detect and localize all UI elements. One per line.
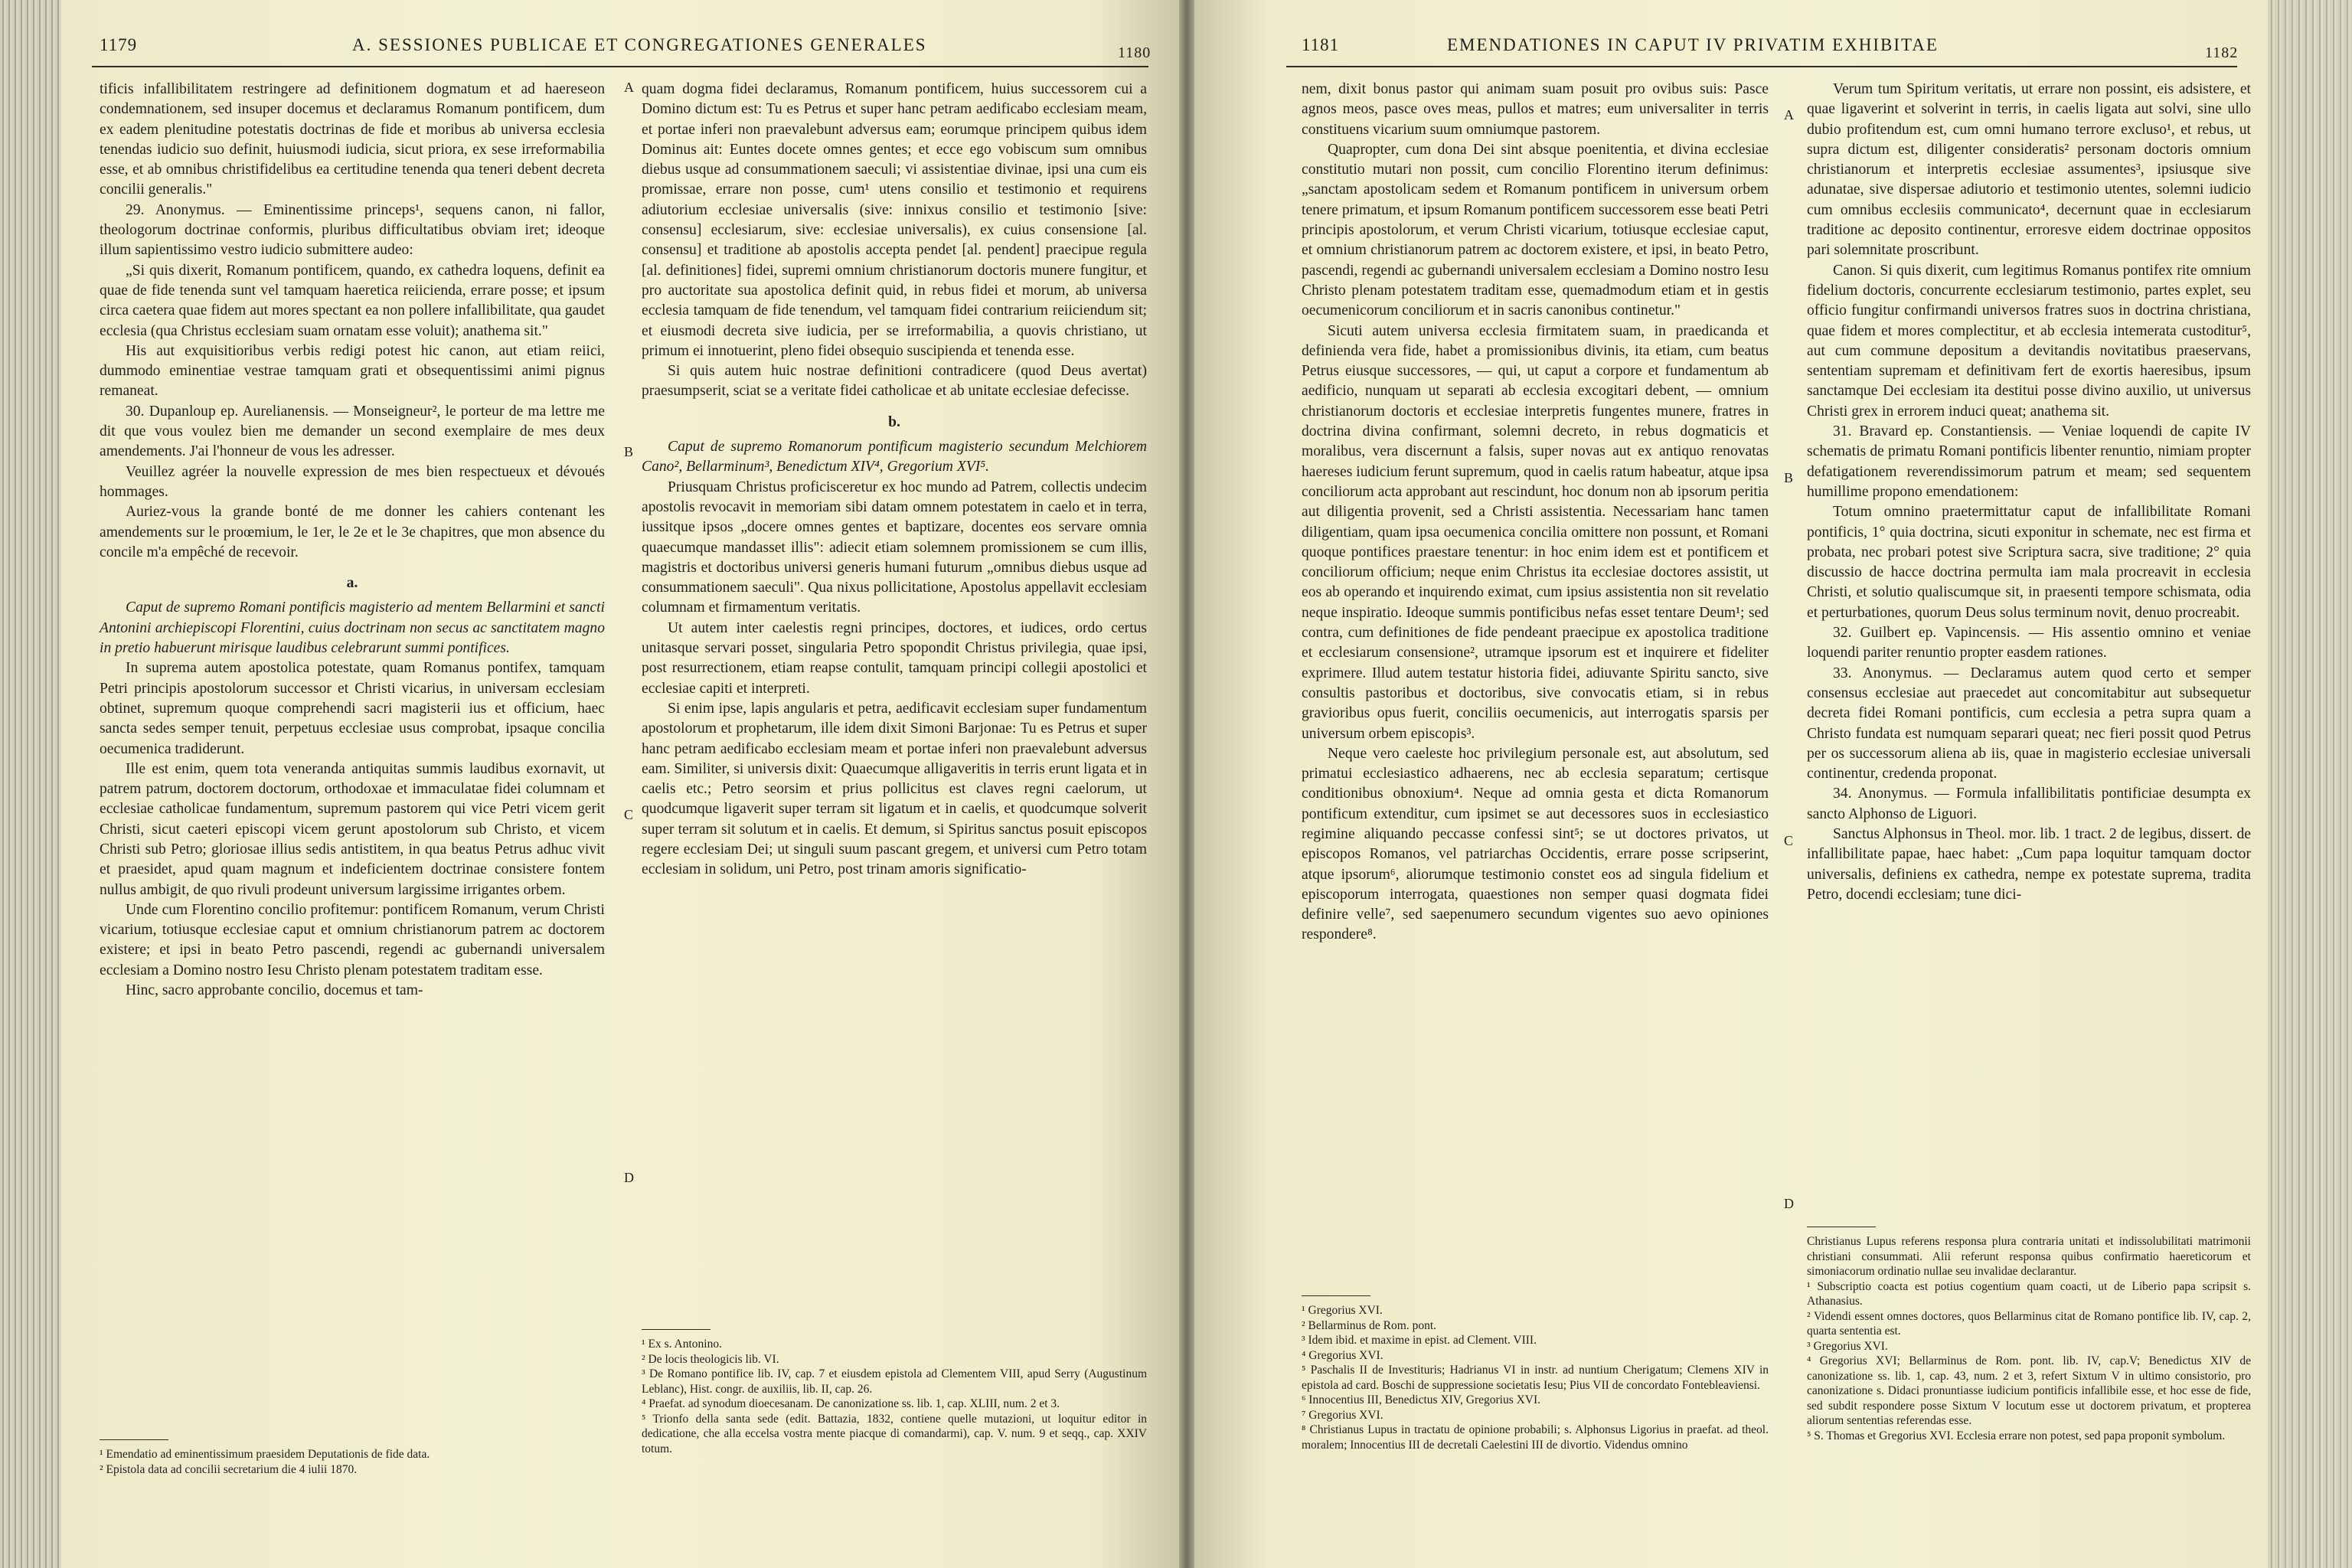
paragraph: Unde cum Florentino concilio profitemur: pontificem Romanum, verum Christi vicarium, totiusque ecclesiae caput et omnium christianorum patrem ac doctorem existere; et ipsi in beato Petro pascendi, regendi ac gubernandi universalem ecclesiam a Domino nostro Iesu Christo plenam potestatem traditam esse. (100, 901, 605, 978)
footnotes-right-col2 (1807, 1234, 2251, 1443)
footnotes-right-col1 (1302, 1303, 1769, 1452)
page-number-1179: 1179 (100, 35, 138, 54)
section-marker-b: b. (888, 413, 900, 430)
footnote: ⁶ Innocentius III, Benedictus XIV, Gregorius XVI. (1302, 1393, 1541, 1406)
footnote: ¹ Emendatio ad eminentissimum praesidem Deputationis de fide data. (100, 1448, 430, 1461)
right-page-column-1 (1302, 80, 1769, 946)
book-page-edges-right (2268, 0, 2352, 1568)
margin-letter: B (624, 444, 634, 459)
footnote: ³ Idem ibid. et maxime in epist. ad Clement. VIII. (1302, 1334, 1537, 1347)
footnote: ² Videndi essent omnes doctores, quos Bellarminus citat de Romano pontifice lib. IV, cap. 2, quarta sententia est. (1807, 1309, 2251, 1338)
right-page (1194, 0, 2268, 1568)
right-page-column-2 (1807, 80, 2251, 905)
footnote: ⁴ Gregorius XVI. (1302, 1348, 1383, 1362)
paragraph: Totum omnino praetermittatur caput de infallibilitate Romani pontificis, 1° quia doctrina, sicuti exponitur in schemate, nec est firma et probata, nec probari potest sive Scriptura sacra, sive traditione; 2° quia discussio de hacce doctrina permulta iam mala procreavit in ecclesia Christi, et solutio qualiscumque sit, in praesenti tempore schismata, odia et perturbationes, quorum Deus solus terminum novit, denuo procreabit. (1807, 504, 2251, 621)
paragraph: Veuillez agréer la nouvelle expression de mes bien respectueux et dévoués hommages. (100, 463, 605, 500)
footnote: ⁸ Christianus Lupus in tractatu de opinione probabili; s. Alphonsus Ligorius in praefat. ad theol. moralem; Innocentius III de decretali Caelestini III de divortio. Videndus omnino (1302, 1423, 1769, 1452)
footnote: ² Epistola data ad concilii secretarium die 4 iulii 1870. (100, 1462, 358, 1476)
paragraph: In suprema autem apostolica potestate, quam Romanus pontifex, tamquam Petri principis apostolorum successor et Christi vicarius, in universam ecclesiam obtinet, supremum quoque comprehendi sacri magisterii ius et officium, haec sancta sedes semper tenuit, perpetuus ecclesiae usus comprobat, ipsaque concilia oecumenica tradiderunt. (100, 660, 605, 757)
paragraph: Si enim ipse, lapis angularis et petra, aedificavit ecclesiam super fundamentum apostolorum et prophetarum, ille idem dixit Simoni Barjonae: Tu es Petrus et super hanc petram aedificabo ecclesiam meam et portae inferi non praevalebunt adversus eam. Similiter, si universis dixit: Quaecumque alligaveritis in terris erunt ligata et in caelis etc.; Petro seorsim et prius pollicitus est claves regni caelorum, ut quodcumque ligaverit super terram sit ligatum et in caelis, et quodcumque solverit super terram sit solutum et in caelis. Et demum, si Spiritus sanctus posuit episcopos regere ecclesiam Dei; ut singuli suum pascant gregem, et universi cum Petro totam ecclesiam in solidum, uni Petro, post trinam amoris significatio- (642, 700, 1147, 878)
footnote: ⁴ Praefat. ad synodum dioecesanam. De canonizatione ss. lib. 1, cap. XLIII, num. 2 et 3. (642, 1397, 1060, 1410)
paragraph: 32. Guilbert ep. Vapincensis. — His assentio omnino et veniae loquendi pariter renuntio propter easdem rationes. (1807, 625, 2251, 662)
paragraph: His aut exquisitioribus verbis redigi potest hic canon, aut etiam reiici, dummodo eminentiae vestrae tamquam grati et obsequentissimi animi pignus remaneat. (100, 342, 605, 400)
running-title-right: EMENDATIONES IN CAPUT IV PRIVATIM EXHIBITAE (1447, 35, 1939, 54)
paragraph: 31. Bravard ep. Constantiensis. — Veniae loquendi de capite IV schematis de primatu Romani pontificis libenter renuntio, nimiam propter defatigationem reverendissimorum patrum et meam; sed sequentem humillime propono emendationem: (1807, 423, 2251, 500)
paragraph: 29. Anonymus. — Eminentissime princeps¹, sequens canon, ni fallor, theologorum doctrinae conformis, pluribus difficultatibus obviam iret; ideoque illum sapientissimo vestro iudicio submittere audeo: (100, 201, 605, 259)
paragraph: quam dogma fidei declaramus, Romanum pontificem, huius successorem cui a Domino dictum est: Tu es Petrus et super hanc petram aedificabo ecclesiam meam, et portae inferi non praevalebunt adversus eam; eorumque principem quibus idem Dominus ait: Euntes docete omnes gentes; et ecce ego vobiscum sum omnibus diebus usque ad consummationem saeculi; vi assistentiae divinae, ipsi una cum eis promissae, errare non posse, cum¹ utens consilio et testimonio et requirens adiutorium ecclesiae universalis (sive: innixus consilio et testimonio [sive: consensu] ecclesiarum, sive: ecclesiae universalis), ex cuius consensione [al. consensu] et traditione ab apostolis accepta pendet [al. pendent] praecipue regula [al. definitiones] fidei, supremi omnium christianorum doctoris munere fungitur, et pro auctoritate sua apostolica definit quid, in rebus fidei et morum, ab universa ecclesia tamquam de fide tenendum, vel tamquam fidei contrarium reiiciendum sit; et eiusmodi decreta sive iudicia, per se irreformabilia, a quovis christiano, ut primum ei innotuerint, pleno fidei obsequio suscipienda et tenenda esse. (642, 81, 1147, 359)
margin-letter: B (1784, 470, 1794, 485)
paragraph: Neque vero caeleste hoc privilegium personale est, aut absolutum, sed primatui ecclesiastico adhaerens, nec ab ecclesia separatum; certisque conditionibus obnoxium⁴. Neque ad omnia gesta et dicta Romanorum pontificum extenditur, cum ipsimet se aut decessores suos in ecclesiastico regimine aliquando peccasse confessi sint⁵; se ut doctores privatos, ut episcopos Romanos, vel patriarchas Occidentis, errare posse scripserint, atque ipsorum⁶, aliorumque testimonio constet eos ad singula fidelium et episcoporum interrogata, quaestiones non semper quasi dogmata fidei definire velle⁷, sed saepenumero secundum vigentes suo aevo opiniones respondere⁸. (1302, 745, 1769, 943)
margin-letter: A (1784, 107, 1794, 122)
left-page-column-2 (642, 80, 1147, 880)
footnote-rule (1302, 1295, 1370, 1296)
footnotes-left-col1 (100, 1447, 605, 1477)
paragraph: Sicuti autem universa ecclesia firmitatem suam, in praedicanda et definienda vera fide, habet a promissionibus divinis, ita etiam, cum beatus Petrus eiusque successores, — qui, ut caput a corpore et fundamentum ab aedificio, nunquam ut separati ab ecclesia excogitari debent, — omnium christianorum doctoris et ecclesiae interpretis fungentes munere, fratres in doctrina divina confirmant, solemni decreto, in rebus dogmaticis et moralibus, vera discernunt a falsis, super novas aut ex antiquo renovatas haereses iudicium ferunt supremum, quod in caelis ratum habeatur, atque ipsa conciliorum acta approbant aut rescindunt, hoc donum non ab ipsorum peritia aut diligentia provenit, sed a Christi assistentia. Necessariam hanc tamen diligentiam, quam ipsa oecumenica concilia omittere non possunt, et Romani quoque pontifices praestare tenentur: in hoc enim idem est et pontificem et conciliorum officium; neque enim Christus ita ecclesiae doctores assistit, ut eos ab operando et inquirendo eximat, cum ipsius assistentia non sit revelatio neque inspiratio. Ideoque summis pontificibus nefas esset tentare Deum¹; sed contra, cum definitiones de fide pendeant praecipue ex apostolica traditione et ecclesiarum consensione², utramque ipsorum est et inquirere et fideliter exprimere. Illud autem testatur historia fidei, adiuvante Spiritu sancto, sive consultis pastoribus et doctoribus, sive convocatis etiam, si in rebus gravioribus opus fuerit, conciliis oecumenicis, aut interrogatis sparsis per universum orbem episcopis³. (1302, 322, 1769, 742)
page-number-1180: 1180 (1118, 44, 1152, 61)
paragraph: Quapropter, cum dona Dei sint absque poenitentia, et divina ecclesiae constitutio mutari non possit, cum concilio Florentino iterum definimus: „sanctam apostolicam sedem et Romanum pontificem in universum orbem tenere primatum, et ipsum Romanum pontificem successorem esse beati Petri principis apostolorum, et verum Christi vicarium, totiusque ecclesiae caput, et omnium christianorum patrem ac doctorem existere, et ipsi, in beato Petro, pascendi, regendi ac gubernandi universalem ecclesiam a Domino nostro Iesu Christo plenam potestatem traditam esse, quemadmodum etiam et in gestis oecumenicorum conciliorum et in sacris canonibus continetur." (1302, 141, 1769, 319)
section-marker-a: a. (346, 575, 358, 592)
footnote: ² De locis theologicis lib. VI. (642, 1352, 779, 1366)
header-rule-left (92, 66, 1148, 67)
paragraph: Canon. Si quis dixerit, cum legitimus Romanus pontifex rite omnium fidelium doctoris, concurrente ecclesiarum testimonio, partes explet, seu officio fungitur confirmandi universos fratres suos in doctrina christiana, quae fidem et mores complectitur, et ab ecclesia intemerata custoditur⁵, aut cum commune depositum a devitandis novitatibus praeservans, sententiam supremam et definitivam fert de exortis haeresibus, ipsum sanctamque Dei ecclesiam ita destitui posse divino auxilio, ut universus Christi grex in errorem induci queat; anathema sit. (1807, 262, 2251, 420)
paragraph: 33. Anonymus. — Declaramus autem quod certo et semper consensus ecclesiae aut praecedet aut concomitabitur aut subsequetur decreta fidei Romani pontificis, cum ecclesia a petra supra quam a Christo fundata est numquam separari queat; nec fieri possit quod Petrus per os successorum aliena ab iis, quae in magisterio ecclesiae universali continentur, credenda proponat. (1807, 665, 2251, 782)
margin-letter: A (624, 80, 634, 95)
footnote-rule (100, 1439, 168, 1440)
paragraph: Auriez-vous la grande bonté de me donner les cahiers contenant les amendements sur le proœmium, le 1er, le 2e et le 3e chapitres, que mon absence du concile m'a empêché de recevoir. (100, 504, 605, 560)
book-gutter (1179, 0, 1194, 1568)
paragraph: 34. Anonymus. — Formula infallibilitatis pontificiae desumpta ex sancto Alphonso de Liguori. (1807, 786, 2251, 822)
paragraph: Si quis autem huic nostrae definitioni contradicere (quod Deus avertat) praesumpserit, sciat se a veritate fidei catholicae et ab unitate ecclesiae defecisse. (642, 363, 1147, 400)
footnote: ⁵ S. Thomas et Gregorius XVI. Ecclesia errare non potest, sed papa proponit symbolum. (1807, 1429, 2226, 1442)
page-number-1181: 1181 (1302, 35, 1340, 54)
footnote: ³ Gregorius XVI. (1807, 1339, 1888, 1353)
margin-letter: D (624, 1170, 634, 1185)
footnote: ⁴ Gregorius XVI; Bellarminus de Rom. pont. lib. IV, cap.V; Benedictus XIV de canonizatione ss. lib. 1, cap. 43, num. 2 et 3, refert Sixtum V in ultimo consistorio, pro canonizatione s. Didaci pronuntiasse iudicium pontificis infallibile esse, et hoc esse de fide, sed subdit respondere posse Sixtum V locutum esse ut doctorem privatum, et propterea aliorum sententias referendas esse. (1807, 1354, 2251, 1427)
paragraph: 30. Dupanloup ep. Aurelianensis. — Monseigneur², le porteur de ma lettre me dit que vous voulez bien me demander un second exemplaire de mes deux amendements. J'ai l'honneur de vous les adresser. (100, 403, 605, 460)
footnote: Christianus Lupus referens responsa plura contraria unitati et indissolubilitati matrimonii christiani consummati. Alii referunt responsa quibus confirmatio haereticorum et simoniacorum ordinatio nullae seu invalidae declarantur. (1807, 1235, 2251, 1278)
footnote-rule (642, 1329, 710, 1330)
margin-letter: C (624, 807, 634, 822)
right-page-header (1194, 31, 2268, 61)
paragraph: Sanctus Alphonsus in Theol. mor. lib. 1 tract. 2 de legibus, dissert. de infallibilitate papae, haec habet: „Cum papa loquitur tamquam doctor universalis, definiens ex cathedra, nempe ex potestate suprema, tradita Petro, docendi ecclesiam; tune dici- (1807, 825, 2251, 903)
page-number-1182: 1182 (2205, 44, 2239, 61)
margin-letter: D (1784, 1196, 1794, 1211)
section-caption: Caput de supremo Romani pontificis magisterio ad mentem Bellarmini et sancti Antonini archiepiscopi Florentini, cuius doctrinam non secus ac sanctitatem magno in pretio habuerunt mirisque laudibus celebrarunt summi pontifices. (100, 599, 605, 657)
footnote: ¹ Ex s. Antonino. (642, 1338, 722, 1351)
footnote: ⁵ Trionfo della santa sede (edit. Battazia, 1832, contiene quelle mutazioni, ut loquitur editor in dedicatione, che alla eccelsa vostra mente piacque di comandarmi), cap. V. num. 9 et seqq., cap. XXIV totum. (642, 1412, 1147, 1455)
paragraph: Priusquam Christus proficisceretur ex hoc mundo ad Patrem, collectis undecim apostolis revocavit in memoriam sibi datam omnem potestatem in caelo et in terra, iussitque ipsos „docere omnes gentes et baptizare, docentes eos servare omnia quaecumque mandasset illis": adiecit etiam solemnem promissionem se cum illis, magistris et doctoribus universi generis humani futurum „omnibus diebus usque ad consummationem saeculi". Qua nixus pollicitatione, Apostolus appellavit ecclesiam columnam et firmamentum veritatis. (642, 479, 1147, 616)
paragraph: Ille est enim, quem tota veneranda antiquitas summis laudibus exornavit, ut patrem patrum, doctorem doctorum, orthodoxae et immaculatae fidei columnam et ecclesiae catholicae fundamentum, supremum pastorem qui vice Petri vicem gerit Christi, sicut caeteri episcopi vicem gerunt apostolorum sub Christo, et vicem Christi sub Petro; gloriosae illius sedis antistitem, in qua beatus Petrus adhuc vivit et praesidet, apud quam magnum et indeficientem doctrinae consistere fontem nullus ambigit, de quo rivuli prodeunt universum largissime irrigantes orbem. (100, 760, 605, 898)
paragraph: Hinc, sacro approbante concilio, docemus et tam- (126, 982, 423, 999)
paragraph: Ut autem inter caelestis regni principes, doctores, et iudices, ordo certus unitasque servari posset, singularia Petro spopondit Christus privilegia, quae ipsi, post resurrectionem, etiam reapse contulit, tamquam principi collegii apostolici et ecclesiae capiti et interpreti. (642, 619, 1147, 697)
footnote: ² Bellarminus de Rom. pont. (1302, 1318, 1436, 1332)
left-page (61, 0, 1179, 1568)
left-page-column-1 (100, 80, 605, 1001)
margin-letter: C (1784, 833, 1794, 848)
paragraph: Verum tum Spiritum veritatis, ut errare non possint, eis adsistere, et quae ligaverint et solverint in terris, in caelis ligata aut solvi, sine ullo dubio profitendum est, cum omni humano terrore excluso¹, et rebus, ut supra dictum est, diligenter consideratis² personam doctoris omnium christianorum et interpretis ecclesiae assumentes³, ipsiusque sive adunatae, sive dispersae adiutorio et testimonio utentes, solemni iudicio cum omnibus ecclesiis communicato⁴, decernunt quae in ecclesiarum traditione ac deposito continentur, erroresve eidem doctrinae oppositos pari solemnitate proscribunt. (1807, 81, 2251, 259)
footnote: ¹ Subscriptio coacta est potius cogentium quam coacti, ut de Liberio papa scripsit s. Athanasius. (1807, 1279, 2251, 1308)
section-caption: Caput de supremo Romanorum pontificum magisterio secundum Melchiorem Cano², Bellarminum³, Benedictum XIV⁴, Gregorium XVI⁵. (642, 439, 1147, 475)
header-rule-right (1286, 66, 2237, 67)
paragraph: nem, dixit bonus pastor qui animam suam posuit pro ovibus suis: Pasce agnos meos, pasce oves meas, pullos et matres; eum universaliter in terris constituens vicarium suum omniumque pastorem. (1302, 81, 1769, 138)
footnotes-left-col2 (642, 1337, 1147, 1456)
footnote: ⁵ Paschalis II de Investituris; Hadrianus VI in instr. ad nuntium Cherigatum; Clemens XIV in epistola ad card. Boschi de suppressione societatis Iesu; Pius VII de concordato Fontebleaviensi. (1302, 1364, 1769, 1392)
footnote: ¹ Gregorius XVI. (1302, 1304, 1383, 1317)
paragraph: tificis infallibilitatem restringere ad definitionem dogmatum et ad haereseon condemnationem, sed insuper docemus et declaramus Romanum pontificem, dum ex eadem plenitudine potestatis doctrinas de fide et moribus ab universa ecclesia tenendas iudicio suo definit, huiusmodi iudicia, sicut priora, ex sese irreformabilia esse, et ab omnibus christifidelibus ea certitudine tenenda qua teneri debent decreta concilii generalis." (100, 81, 605, 198)
footnote: ⁷ Gregorius XVI. (1302, 1408, 1383, 1422)
book-page-edges-left (0, 0, 61, 1568)
paragraph: „Si quis dixerit, Romanum pontificem, quando, ex cathedra loquens, definit ea quae de fide tenenda sunt vel tamquam haeretica reiicienda, errare posse; et ipsum circa caetera quae fidem aut mores spectant ea non pollere infallibilitate, qua gaudet ecclesia (qua Christus ecclesiam suam ornatam esse voluit); anathema sit." (100, 262, 605, 339)
footnote: ³ De Romano pontifice lib. IV, cap. 7 et eiusdem epistola ad Clementem VIII, apud Serry (Augustinum Leblanc), Hist. congr. de auxiliis, lib. II, cap. 26. (642, 1367, 1147, 1396)
running-title-left: A. SESSIONES PUBLICAE ET CONGREGATIONES GENERALES (352, 35, 927, 54)
left-page-header (61, 31, 1179, 61)
